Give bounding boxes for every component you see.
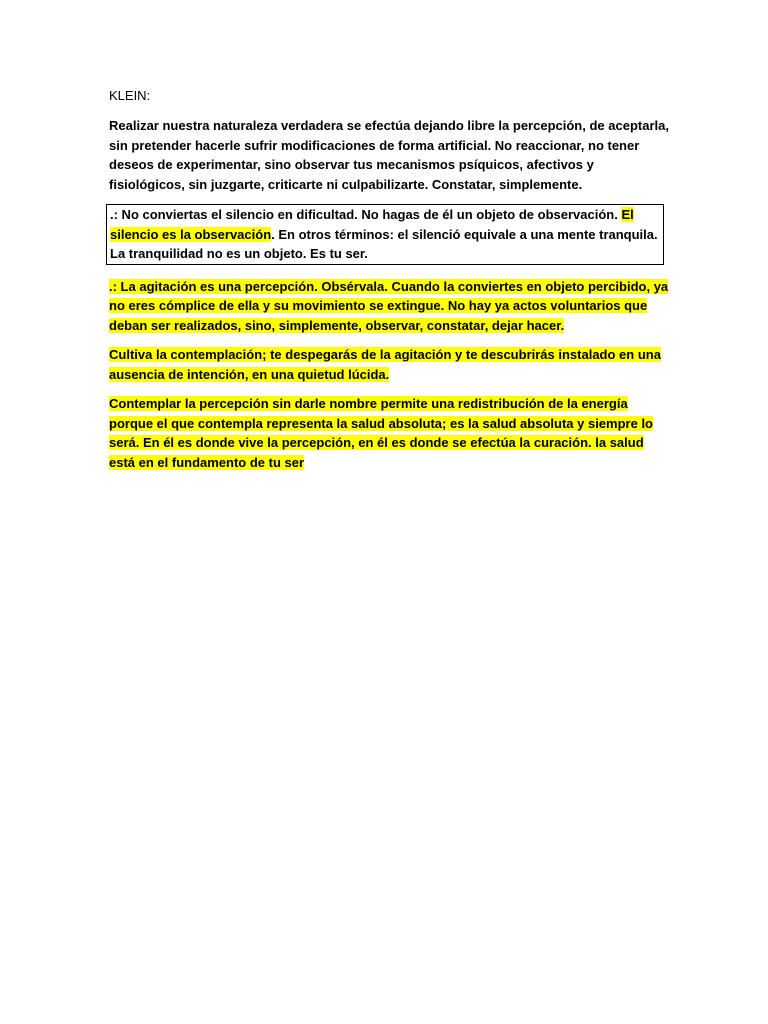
contemplacion-paragraph bbox=[109, 345, 669, 384]
contemplacion-highlight: Cultiva la contemplación; te despegarás de la agitación y te descubrirás instalado en una ausencia de intención, en una quietud lúcida. bbox=[109, 347, 661, 382]
document-heading: KLEIN: bbox=[109, 88, 151, 103]
contemplar-highlight: Contemplar la percepción sin darle nombre permite una redistribución de la energía porque el que contempla representa la salud absoluta; es la salud absoluta y siempre lo será. En él es donde vive la percepción, en él es donde se efectúa la curación. la salud está en el fundamento de tu ser bbox=[109, 396, 653, 470]
document-page bbox=[109, 86, 669, 482]
contemplar-paragraph bbox=[109, 394, 669, 472]
boxed-highlight: El silencio es la observación bbox=[110, 207, 634, 242]
agitacion-paragraph bbox=[109, 277, 669, 336]
boxed-paragraph bbox=[106, 204, 664, 265]
boxed-text-part2: . En otros términos: el silenció equivale a una mente tranquila. La tranquilidad no es un objeto. Es tu ser. bbox=[110, 226, 658, 261]
intro-paragraph: Realizar nuestra naturaleza verdadera se efectúa dejando libre la percepción, de aceptarla, sin pretender hacerle sufrir modificaciones de forma artificial. No reaccionar, no tener deseos de experimentar, sino observar tus mecanismos psíquicos, afectivos y fisiológicos, sin juzgarte, criticarte ni culpabilizarte. Constatar, simplemente. bbox=[109, 118, 669, 192]
boxed-text-part1: .: No conviertas el silencio en dificultad. No hagas de él un objeto de observación. bbox=[110, 207, 622, 222]
agitacion-highlight: .: La agitación es una percepción. Obsérvala. Cuando la conviertes en objeto percibido, ya no eres cómplice de ella y su movimiento se extingue. No hay ya actos voluntarios que deban ser realizados, sino, simplemente, observar, constatar, dejar hacer. bbox=[109, 278, 669, 333]
